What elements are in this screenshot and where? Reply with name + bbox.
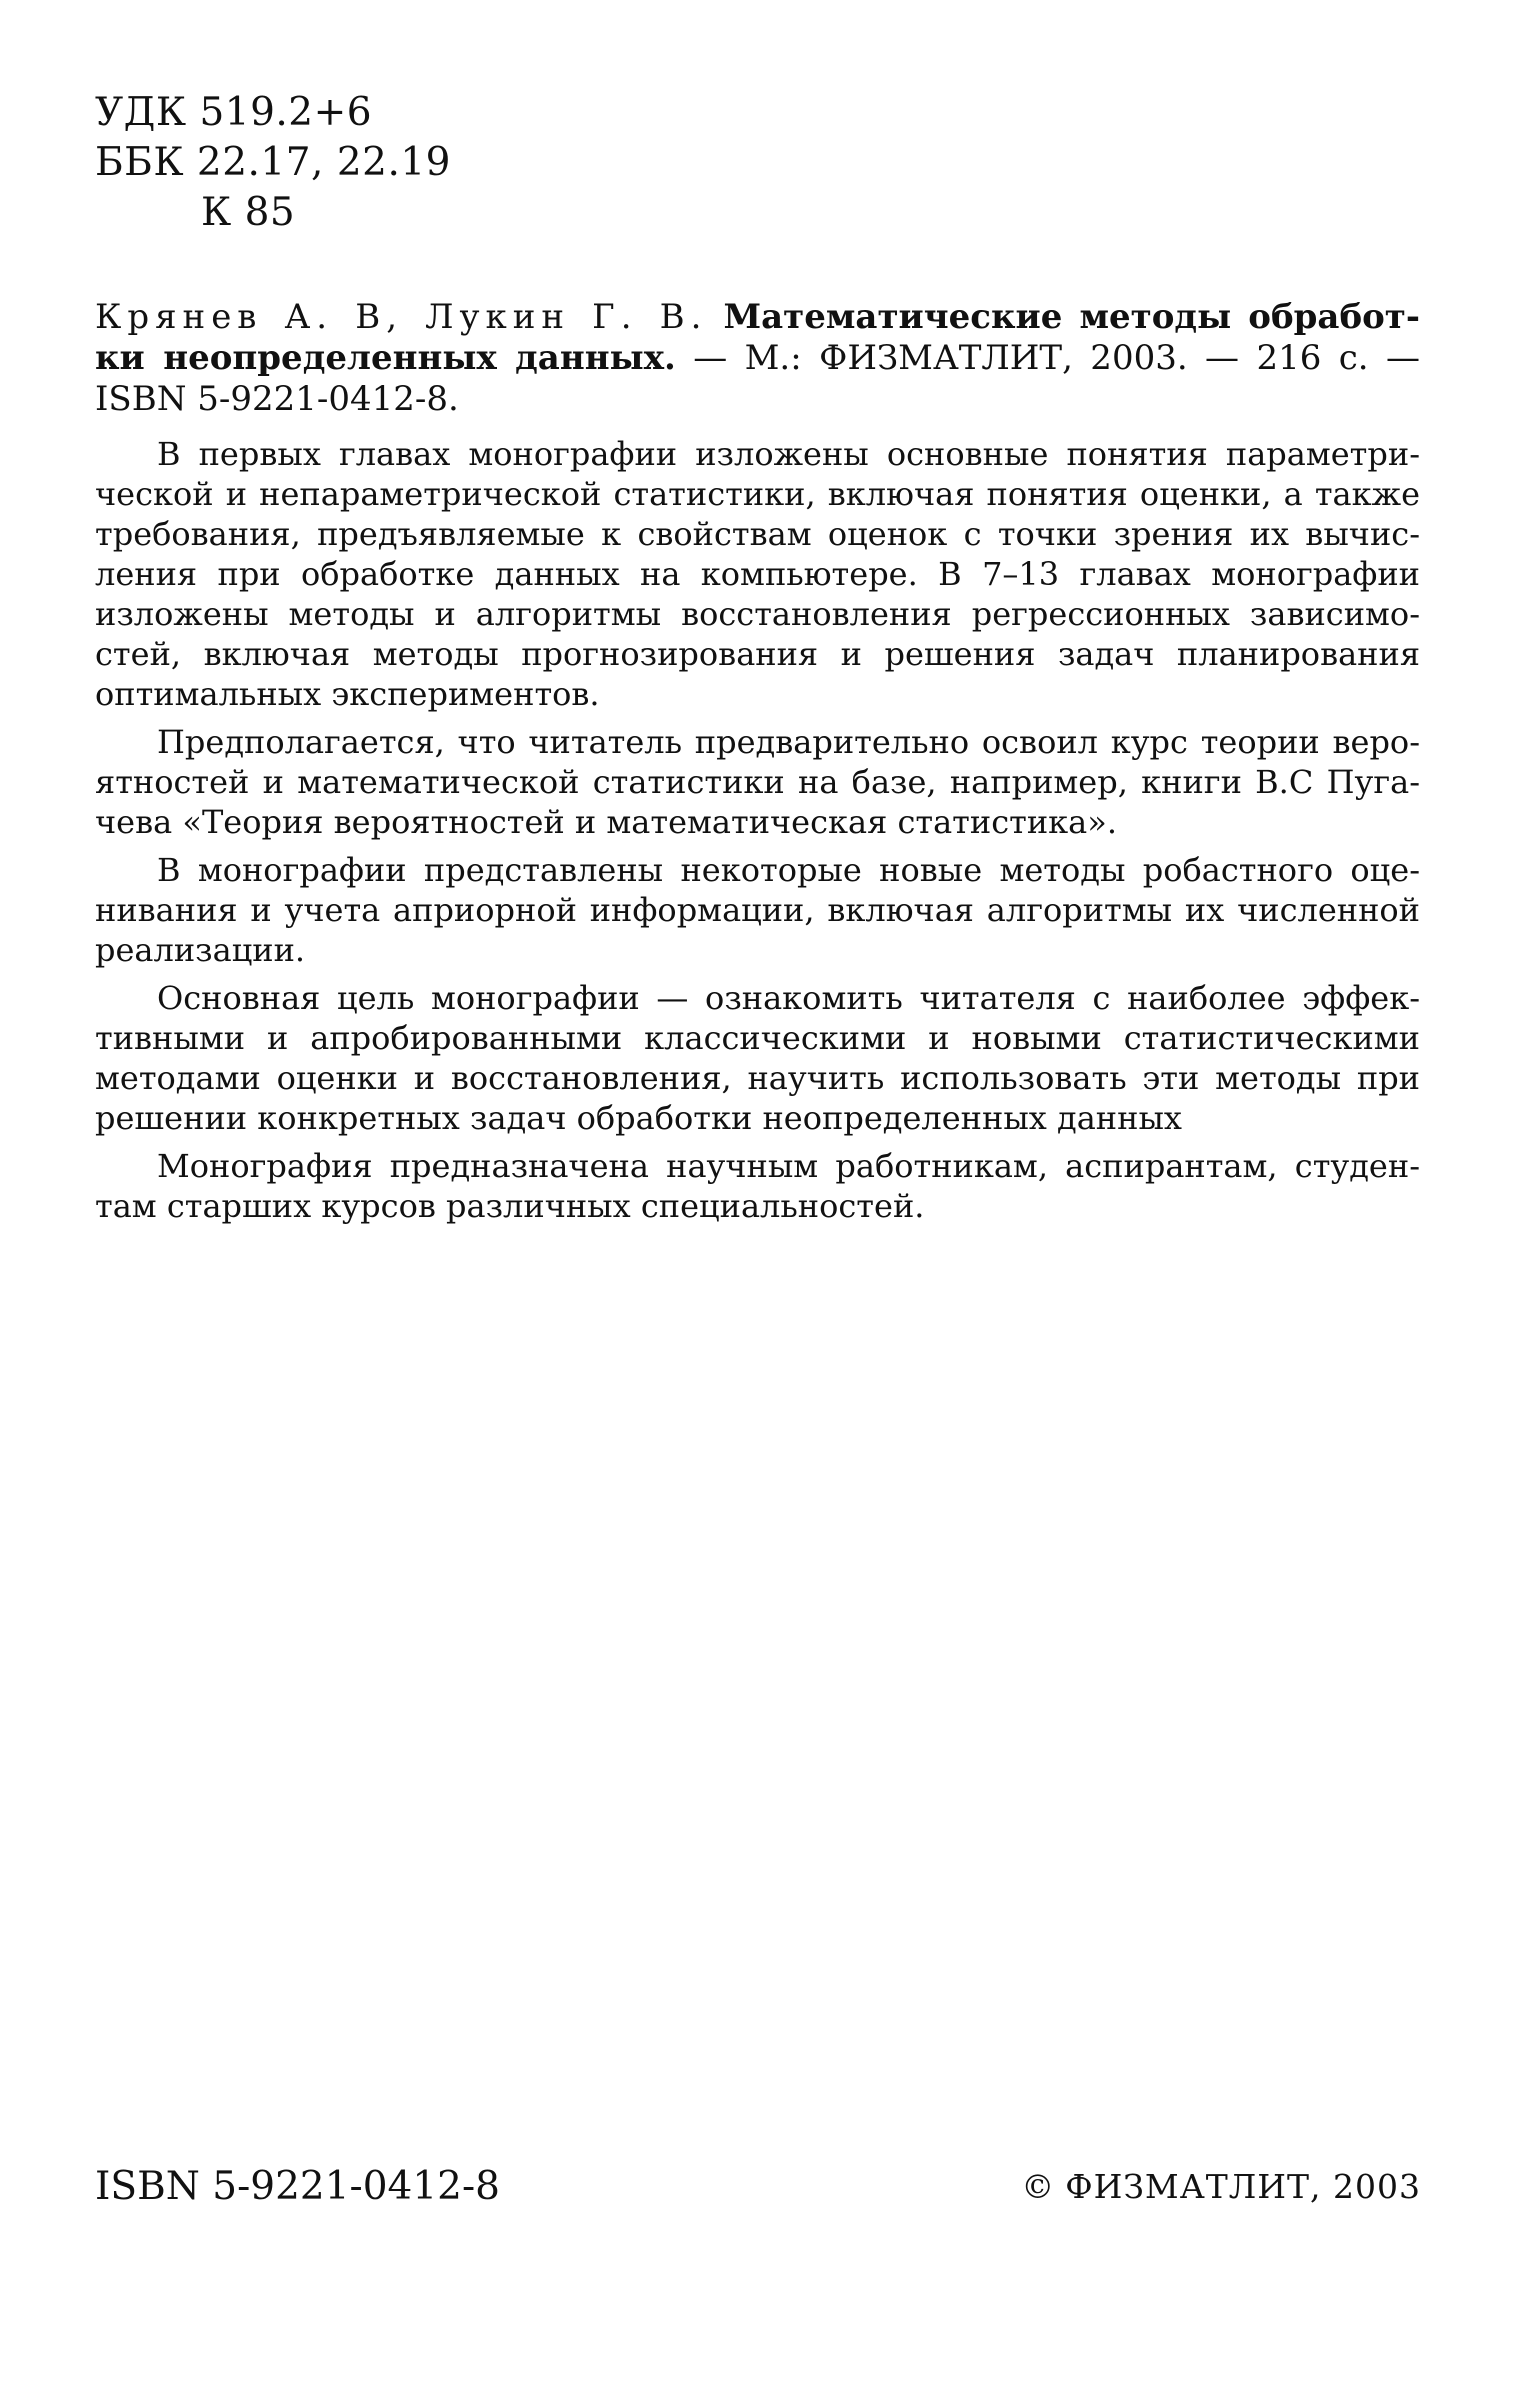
author-mark: К 85 — [201, 190, 296, 235]
abstract-paragraph: Основная цель монографии — ознакомить читателя с наиболее эффек-тивными и апробированными классическими и новыми статистическими методами оценки и восстановления, научить использовать эти методы при решении конкретных задач обработки неопределенных данных — [95, 979, 1420, 1137]
footer-isbn: ISBN 5-9221-0412-8 — [95, 2164, 500, 2209]
abstract-paragraph: В первых главах монографии изложены основные понятия параметри-ческой и непараметрической статистики, включая понятия оценки, а также требования, предъявляемые к свойствам оценок с точки зрения их вычис-ления при обработке данных на компьютере. В 7–13 главах монографии изложены методы и алгоритмы восстановления регрессионных зависимо-стей, включая методы прогнозирования и решения задач планирования оптимальных экспериментов. — [95, 435, 1420, 713]
book-title: Математические методы обработ-ки неопределенных данных. — [95, 297, 1420, 378]
abstract-paragraph: Предполагается, что читатель предварительно освоил курс теории веро-ятностей и математической статистики на базе, например, книги В.С Пуга-чева «Теория вероятностей и математическая статистика». — [95, 723, 1420, 841]
abstract — [95, 434, 1420, 1234]
bbk-code: ББК 22.17, 22.19 — [95, 140, 451, 185]
copyright-icon: © — [1021, 2167, 1056, 2206]
abstract-paragraph: В монографии представлены некоторые новые методы робастного оце-нивания и учета априорной информации, включая алгоритмы их численной реализации. — [95, 851, 1420, 969]
udk-code: УДК 519.2+6 — [95, 90, 373, 135]
classification-codes — [95, 88, 451, 238]
abstract-paragraph: Монография предназначена научным работникам, аспирантам, студен-там старших курсов различных специальностей. — [95, 1147, 1420, 1225]
imprint: — М.: ФИЗМАТЛИТ, 2003. — 216 с. — ISBN 5-9221-0412-8. — [95, 338, 1421, 419]
footer-copyright — [1021, 2162, 1421, 2212]
bibliographic-record — [95, 297, 1420, 420]
copyright-holder: ФИЗМАТЛИТ, 2003 — [1065, 2167, 1421, 2206]
authors: Крянев А. В, Лукин Г. В. — [95, 297, 708, 337]
